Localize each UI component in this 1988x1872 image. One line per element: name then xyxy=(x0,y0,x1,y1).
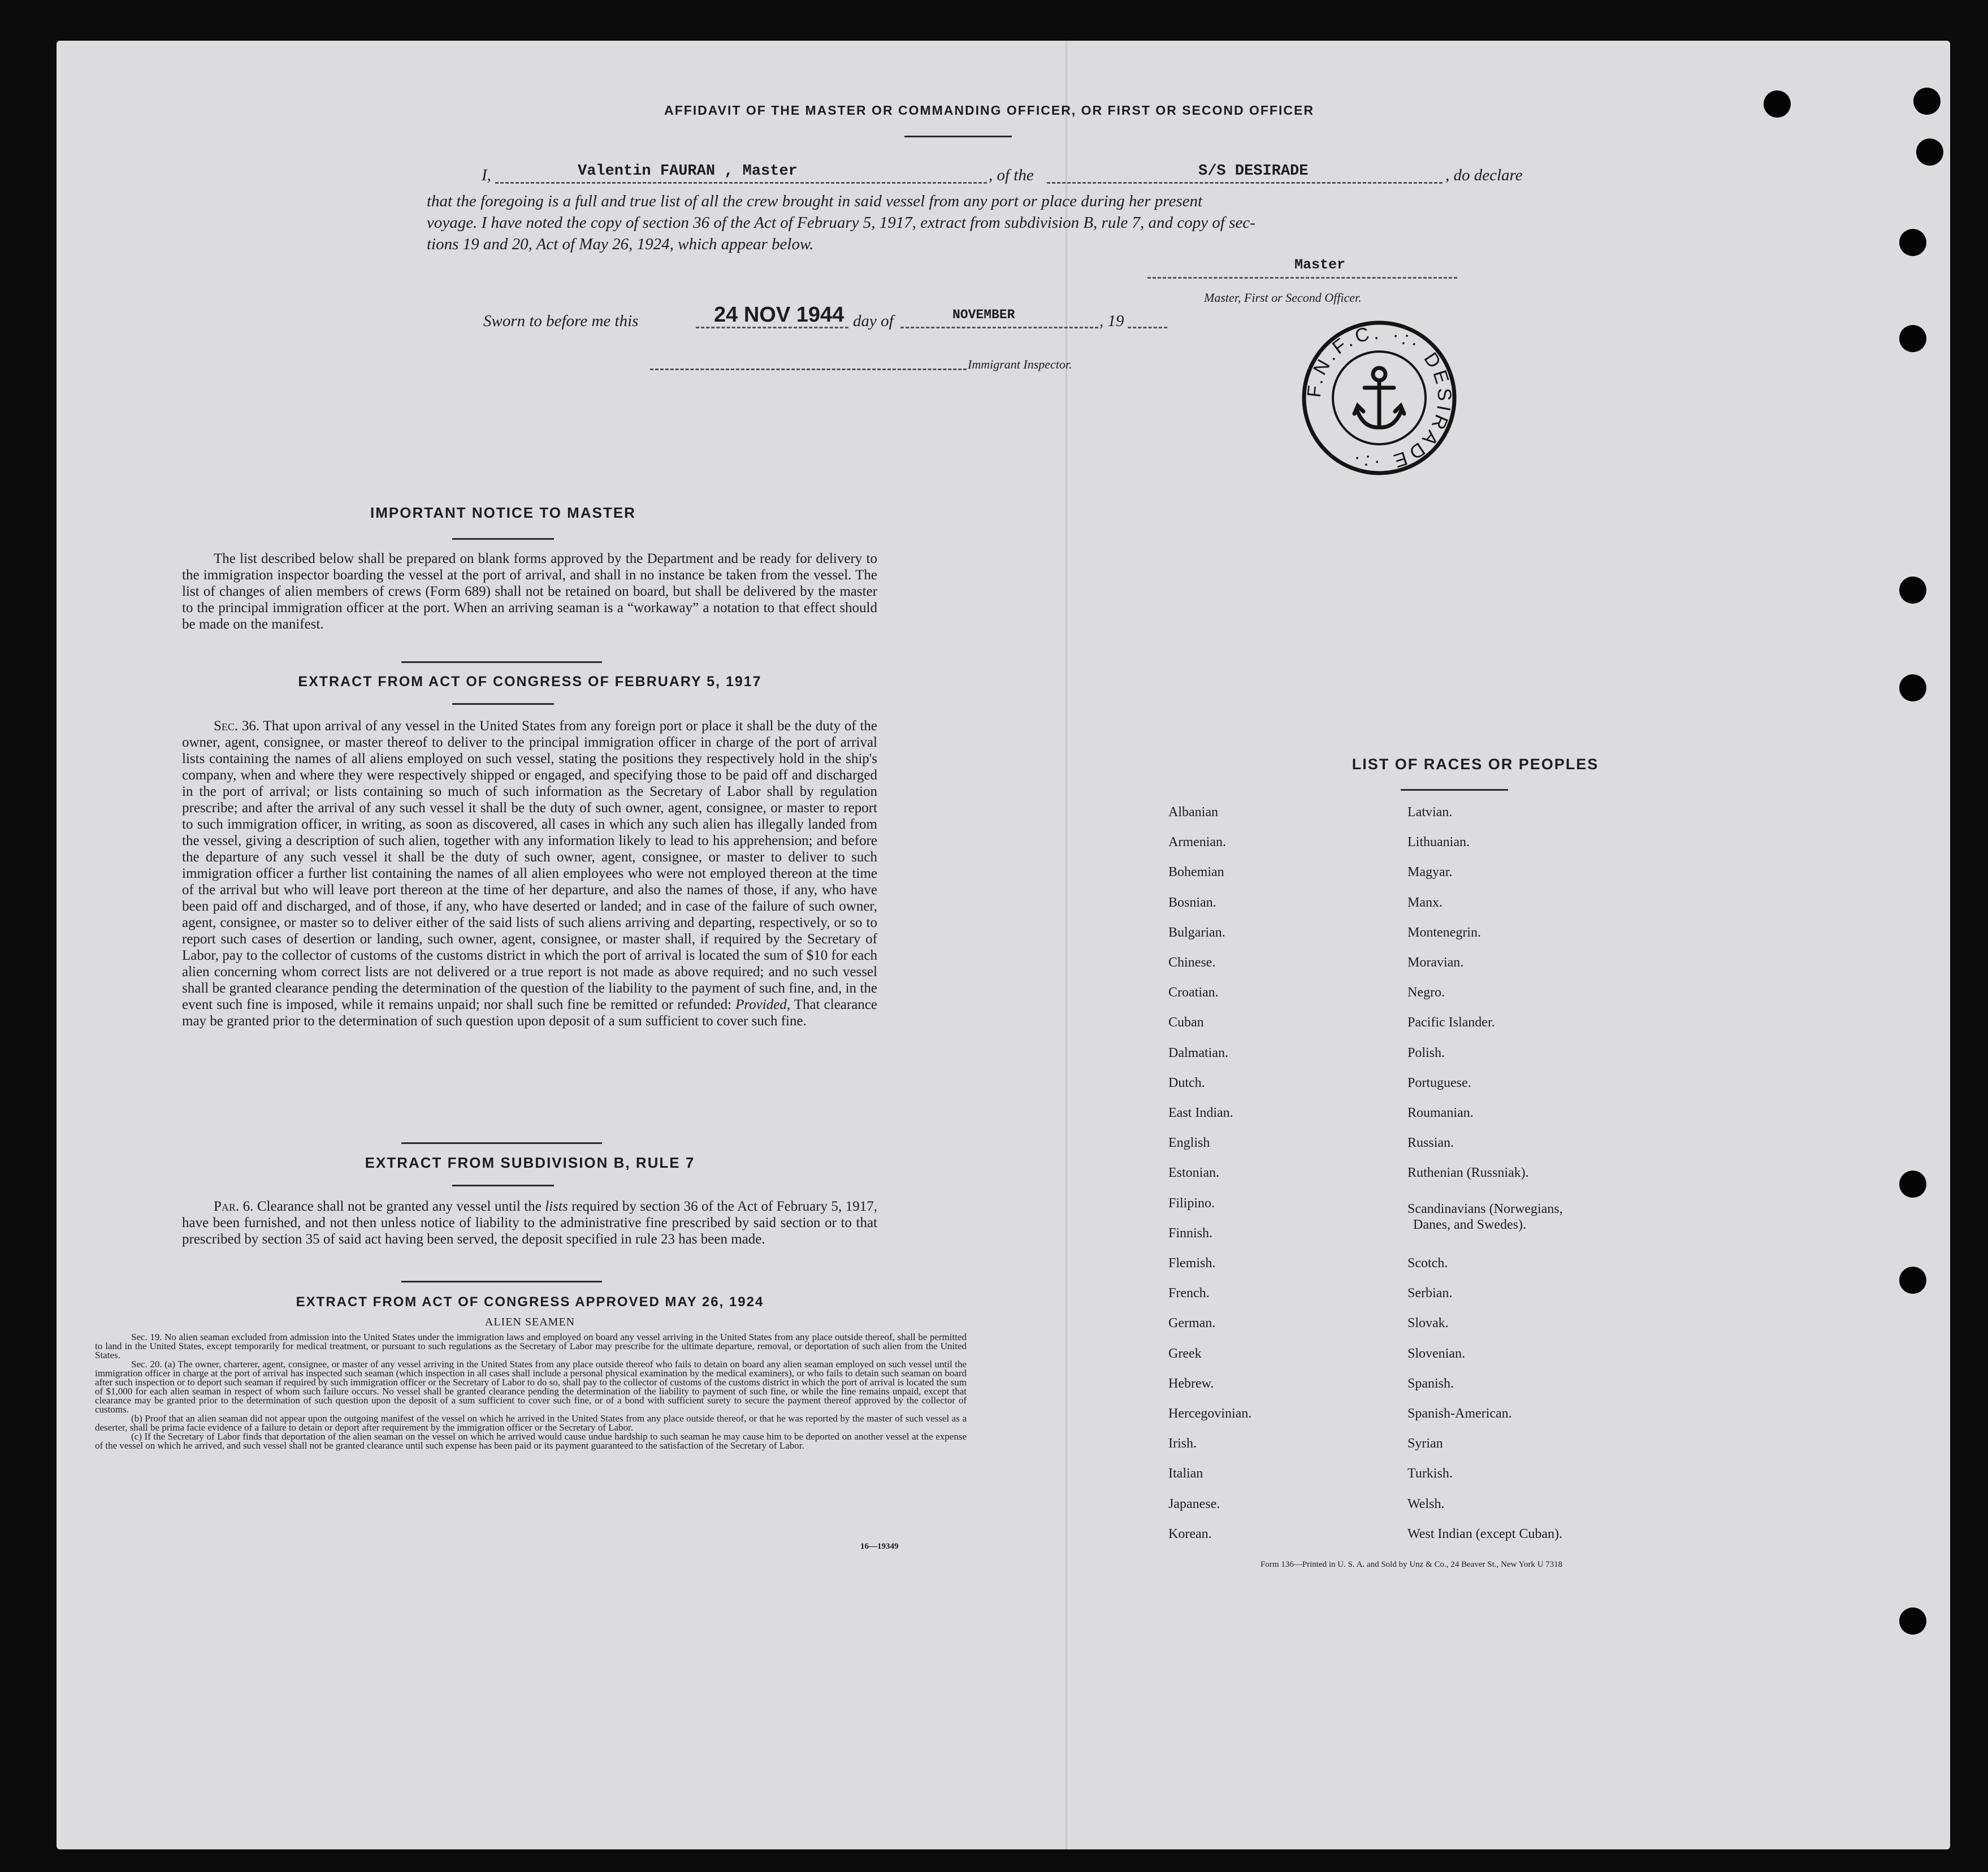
race-item: Russian. xyxy=(1407,1136,1454,1151)
date-stamp: 24 NOV 1944 xyxy=(714,303,844,327)
month: NOVEMBER xyxy=(952,307,1015,322)
notice-body: The list described below shall be prepared on blank forms approved by the Department and be ready for delivery to the immigration inspector boarding the vessel at the port of arrival, and shall in no instance be taken from the vessel. The list of changes of alien members of crews (Form 689) shall not be retained on board, but shall be delivered by the master to the principal immigration officer at the port. When an arriving seaman is a “workaway” a notation to that effect should be made on the manifest. xyxy=(182,551,877,632)
ship-seal xyxy=(1300,319,1458,477)
divider xyxy=(452,538,554,540)
anchor-icon xyxy=(1354,368,1404,427)
race-item: Danes, and Swedes). xyxy=(1413,1217,1526,1232)
race-item: French. xyxy=(1168,1286,1210,1301)
extract-1917-title: EXTRACT FROM ACT OF CONGRESS OF FEBRUARY 5, 1917 xyxy=(298,674,762,690)
race-item: Spanish-American. xyxy=(1407,1406,1512,1421)
extract-1924-title: EXTRACT FROM ACT OF CONGRESS APPROVED MAY 26, 1924 xyxy=(296,1294,764,1310)
form-code: 16—19349 xyxy=(860,1542,899,1551)
race-item: Manx. xyxy=(1407,895,1443,910)
printer-footer: Form 136—Printed in U. S. A. and Sold by Unz & Co., 24 Beaver St., New York U 7318 xyxy=(1261,1560,1563,1569)
sec-20c-text: (c) If the Secretary of Labor finds that deportation of the alien seaman on the vessel on which he arrived would cause undue hardship to such seaman he may cause him to be deported on another vessel at the expense of the vessel on which he arrived, and such vessel shall not be granted clearance until such expense has been paid or its payment guaranteed to the satisfaction of the Secretary of Labor. xyxy=(95,1431,967,1451)
race-item: Serbian. xyxy=(1407,1286,1453,1301)
divider xyxy=(401,1142,602,1144)
race-item: Dutch. xyxy=(1168,1075,1205,1090)
race-item: Finnish. xyxy=(1168,1225,1213,1241)
rule7-title: EXTRACT FROM SUBDIVISION B, RULE 7 xyxy=(365,1154,695,1171)
race-item: Slovenian. xyxy=(1407,1346,1465,1361)
race-item: Chinese. xyxy=(1168,955,1216,970)
race-item: Moravian. xyxy=(1407,955,1464,970)
divider xyxy=(401,661,602,663)
par-6-label: Par. 6. xyxy=(214,1199,254,1214)
race-item: Irish. xyxy=(1168,1436,1197,1451)
provided-label: Provided, xyxy=(735,997,791,1012)
master-name: Valentin FAURAN , Master xyxy=(578,163,798,180)
binding-hole xyxy=(1899,1267,1926,1294)
extract-1917-body xyxy=(182,718,877,1029)
alien-seamen-subtitle: ALIEN SEAMEN xyxy=(484,1316,575,1328)
extract-1924-body xyxy=(95,1333,967,1450)
race-item: English xyxy=(1168,1136,1210,1151)
notice-title: IMPORTANT NOTICE TO MASTER xyxy=(370,504,636,521)
race-item: Lithuanian. xyxy=(1407,835,1470,850)
race-item: Korean. xyxy=(1168,1526,1212,1541)
sec-20b-text: (b) Proof that an alien seaman did not appear upon the outgoing manifest of the vessel on which he arrived in the United States from any place outside thereof, or that he was reported by the master of such vessel as a deserter, shall be prima facie evidence of a failure to detain or deport after requirement by the immigration officer or the Secretary of Labor. xyxy=(95,1413,967,1433)
race-item: Croatian. xyxy=(1168,985,1219,1000)
inspector-caption: Immigrant Inspector. xyxy=(968,357,1072,371)
race-item: Bohemian xyxy=(1168,865,1224,880)
race-item: Magyar. xyxy=(1407,865,1453,880)
affidavit-body-line2: voyage. I have noted the copy of section 36 of the Act of February 5, 1917, extract from subdivision B, rule 7, and copy of sec- xyxy=(427,214,1255,232)
sworn-line xyxy=(483,303,1218,336)
binding-hole xyxy=(1899,325,1926,352)
year-blank xyxy=(1128,320,1167,328)
race-item: Scotch. xyxy=(1407,1256,1448,1271)
sworn-label: Sworn to before me this xyxy=(483,312,639,330)
race-item: Latvian. xyxy=(1407,805,1453,820)
race-item: Estonian. xyxy=(1168,1165,1219,1181)
race-item: Dalmatian. xyxy=(1168,1045,1228,1060)
race-item: Syrian xyxy=(1407,1436,1443,1451)
race-item: Montenegrin. xyxy=(1407,925,1481,940)
divider xyxy=(452,1185,554,1186)
divider xyxy=(1401,789,1508,791)
race-item: Greek xyxy=(1168,1346,1202,1361)
race-item: Ruthenian (Russniak). xyxy=(1407,1165,1529,1181)
race-item: Turkish. xyxy=(1407,1466,1453,1481)
year-prefix: , 19 xyxy=(1099,312,1124,330)
binding-hole xyxy=(1916,138,1943,166)
race-item: Roumanian. xyxy=(1407,1106,1474,1120)
signature-line xyxy=(1147,276,1457,279)
race-item: Hebrew. xyxy=(1168,1376,1214,1391)
race-item: Hercegovinian. xyxy=(1168,1406,1252,1421)
race-item: East Indian. xyxy=(1168,1106,1233,1120)
binding-hole xyxy=(1764,90,1791,118)
race-item: Negro. xyxy=(1407,985,1445,1000)
binding-hole xyxy=(1899,1607,1926,1635)
affidavit-heading: AFFIDAVIT OF THE MASTER OR COMMANDING OFFICER, OR FIRST OR SECOND OFFICER xyxy=(664,103,1314,118)
race-item: West Indian (except Cuban). xyxy=(1407,1526,1562,1541)
affidavit-body xyxy=(427,190,1546,255)
rule7-body xyxy=(182,1198,877,1247)
race-item: Bulgarian. xyxy=(1168,925,1225,940)
race-item: German. xyxy=(1168,1316,1216,1331)
race-item: Albanian xyxy=(1168,805,1218,820)
divider xyxy=(452,703,554,705)
affidavit-body-line3: tions 19 and 20, Act of May 26, 1924, which appear below. xyxy=(427,235,814,253)
affidavit-line1 xyxy=(482,163,1556,189)
race-item: Polish. xyxy=(1407,1045,1445,1060)
vessel-name: S/S DESIRADE xyxy=(1198,163,1309,180)
binding-hole xyxy=(1899,1171,1926,1198)
race-item: Bosnian. xyxy=(1168,895,1216,910)
race-item: Portuguese. xyxy=(1407,1075,1471,1090)
race-item: Flemish. xyxy=(1168,1256,1216,1271)
binding-hole xyxy=(1899,577,1926,604)
divider xyxy=(904,136,1012,137)
sec-19-text: Sec. 19. No alien seaman excluded from admission into the United States under the immigration laws and employed on board any vessel arriving in the United States from any place outside thereof, shall be permitted to land in the United States, except temporarily for medical treatment, or pursuant to such regulations as the Secretary of Labor may prescribe for the ultimate departure, removal, or deportation of such alien from the United States. xyxy=(95,1332,967,1360)
signature: Master xyxy=(1294,257,1346,273)
race-item: Spanish. xyxy=(1407,1376,1454,1391)
race-item: Scandinavians (Norwegians, xyxy=(1407,1201,1563,1216)
i-label: I, xyxy=(482,166,491,184)
race-item: Filipino. xyxy=(1168,1195,1215,1211)
binding-hole xyxy=(1913,88,1941,115)
seal-text: F.N.F.C. ·:· DESIRADE ·:· xyxy=(1303,322,1456,474)
race-item: Welsh. xyxy=(1407,1496,1445,1511)
rule7-text-end: required by section 36 of the Act of February 5, 1917, have been furnished, and not then unless notice of liability to the administrative fine prescribed by said section or to that prescribed by section 35 of said act having been served, the deposit specified in rule 23 has been made. xyxy=(182,1199,877,1247)
race-item: Japanese. xyxy=(1168,1496,1220,1511)
race-item: Pacific Islander. xyxy=(1407,1015,1495,1030)
rule7-text: Clearance shall not be granted any vessel until the xyxy=(257,1199,542,1214)
sec-36-text: That upon arrival of any vessel in the United States from any foreign port or place it shall be the duty of the owner, agent, consignee, or master thereof to deliver to the principal immigration officer in charge of the port of arrival lists containing the names of all aliens employed on such vessel, stating the positions they respectively hold in the ship's company, when and where they were respectively shipped or engaged, and specifying those to be paid off and discharged in the port of arrival; or lists containing so much of such information as the Secretary of Labor shall by regulation prescribe; and after the arrival of any such vessel it shall be the duty of such owner, agent, consignee, or master to report to such immigration officer, in writing, as soon as discovered, all cases in which any such alien has illegally landed from the vessel, giving a description of such alien, together with any information likely to lead to his apprehension; and before the departure of any such vessel it shall be the duty of such owner, agent, consignee, or master to deliver to such immigration officer a further list containing the names of all alien employees who were not employed thereon at the time of the arrival but who will leave port thereon at the time of her departure, and also the names of those, if any, who have been paid off and discharged, and of those, if any, who have deserted or landed; and in case of the failure of such owner, agent, consignee, or master so to deliver either of the said lists of such aliens arriving and departing, respectively, or so to report such cases of desertion or landing, such owner, agent, consignee, or master shall, if required by the Secretary of Labor, pay to the collector of customs of the customs district in which the port of arrival is located the sum of $10 for each alien concerning whom correct lists are not delivered or a true report is not made as above required; and no such vessel shall be granted clearance pending the determination of the question of the liability to the payment of such fine, and, in the event such fine is imposed, while it remains unpaid; nor shall such fine be remitted or refunded: xyxy=(182,718,877,1012)
races-title: LIST OF RACES OR PEOPLES xyxy=(1352,756,1599,773)
race-item: Slovak. xyxy=(1407,1316,1449,1331)
of-the-label: , of the xyxy=(989,166,1034,184)
race-item: Armenian. xyxy=(1168,835,1226,850)
affidavit-body-line1: that the foregoing is a full and true list of all the crew brought in said vessel from any port or place during her present xyxy=(427,192,1203,210)
divider xyxy=(401,1281,602,1282)
sec-36-text-end: That clearance may be granted prior to the determination of such question upon deposit of a sum sufficient to cover such fine. xyxy=(182,997,878,1029)
lists-word: lists xyxy=(545,1199,568,1214)
form-sheet xyxy=(57,41,1950,1849)
binding-hole xyxy=(1899,674,1926,701)
do-declare-label: , do declare xyxy=(1445,166,1523,184)
race-item: Italian xyxy=(1168,1466,1203,1481)
sec-36-label: Sec. 36. xyxy=(214,718,260,734)
sec-20a-text: Sec. 20. (a) The owner, charterer, agent, consignee, or master of any vessel arriving in the United States from any place outside thereof who fails to detain on board any alien seaman employed on such vessel until the immigration officer in charge at the port of arrival has inspected such seaman (which inspection in all cases shall include a personal physical examination by the medical examiners), or who fails to detain such seaman on board after such inspection or to deport such seaman if required by such immigration officer or the Secretary of Labor to do so, shall pay to the collector of customs of the customs district in which the port of arrival is located the sum of $1,000 for each alien seaman in respect of whom such failure occurs. No vessel shall be granted clearance pending the determination of the liability to payment of such fine, or while the fine remains unpaid, except that clearance may be granted prior to the determination of such question upon the deposit of a sum sufficient to cover such fine, or of a bond with sufficient surety to secure the payment thereof approved by the collector of customs. xyxy=(95,1359,967,1415)
signature-caption: Master, First or Second Officer. xyxy=(1204,291,1362,305)
race-item: Cuban xyxy=(1168,1015,1204,1030)
inspector-line xyxy=(650,367,967,370)
day-of-label: day of xyxy=(853,312,894,330)
binding-hole xyxy=(1899,229,1926,256)
